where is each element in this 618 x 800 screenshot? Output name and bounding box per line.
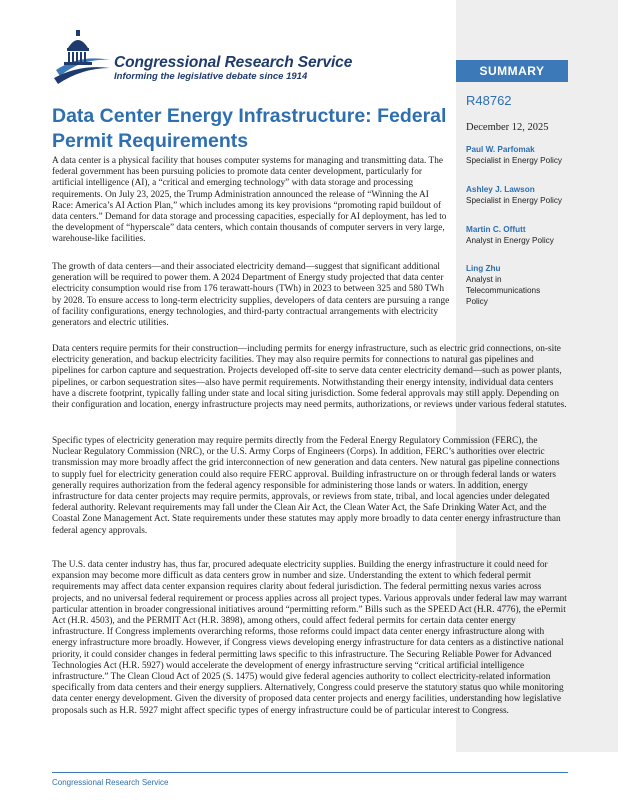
report-date: December 12, 2025 xyxy=(466,122,549,133)
org-tagline: Informing the legislative debate since 1914 xyxy=(114,71,308,82)
author-name: Ashley J. Lawson xyxy=(466,185,535,194)
footer-divider xyxy=(52,772,568,773)
author-name: Ling Zhu xyxy=(466,264,501,273)
author-block xyxy=(466,185,576,206)
capitol-dome-icon xyxy=(52,24,112,86)
body-paragraph: The U.S. data center industry has, thus far, procured adequate electricity supplies. Building the energy infrastructure it could need for expansion may become more difficult as data centers grow in number and size. Understanding the extent to which federal permit requirements may affect data center expansion requires clarity about federal jurisdiction. The federal permitting nexus varies across projects, and no universal federal requirement or process applies across all project types. Various approvals under federal law may warrant particular attention in broader congressional initiatives around “permitting reform.” Bills such as the SPEED Act (H.R. 4776), the ePermit Act (H.R. 4503), and the PERMIT Act (H.R. 3898), among others, could affect federal permits for certain data center energy infrastructure. If Congress implements overarching reforms, those reforms could impact data center energy infrastructure along with energy infrastructure more broadly. However, if Congress views developing energy infrastructure for data centers as a distinctive national priority, it could consider changes in federal permitting laws specific to this infrastructure. The Securing Reliable Power for Advanced Technologies Act (H.R. 5927) would accelerate the development of energy infrastructure serving “critical artificial intelligence infrastructure.” The Clean Cloud Act of 2025 (S. 1475) would give federal agencies authority to collect electricity-related information specifically from data centers and their energy suppliers. Alternatively, Congress could preserve the statutory status quo while monitoring data center energy development. Given the diversity of proposed data center projects and energy facilities, understanding how legislative proposals such as H.R. 5927 might affect specific types of energy infrastructure could be of particular interest to Congress. xyxy=(52,560,567,716)
author-title: Analyst in Telecommunications Policy xyxy=(466,275,541,306)
footer-org-name: Congressional Research Service xyxy=(52,778,169,787)
author-block xyxy=(466,145,576,166)
body-paragraph: The growth of data centers—and their associated electricity demand—suggest that significant additional generation will be required to power them. A 2024 Department of Energy study projected that data center electricity consumption would rise from 176 terawatt-hours (TWh) in 2023 to between 325 and 580 TWh by 2028. To ensure access to long-term electricity supplies, developers of data centers are pursuing a range of facility configurations, energy technologies, and third-party contractual arrangements with electricity generators and electric utilities. xyxy=(52,262,450,329)
author-title: Analyst in Energy Policy xyxy=(466,236,554,245)
author-name: Paul W. Parfomak xyxy=(466,145,535,154)
author-title: Specialist in Energy Policy xyxy=(466,156,563,165)
body-paragraph: Specific types of electricity generation may require permits directly from the Federal Energy Regulatory Commission (FERC), the Nuclear Regulatory Commission (NRC), or the U.S. Army Corps of Engineers (Corps). In addition, FERC’s authorities over electric transmission may more broadly affect the grid interconnection of new generation and data centers. New natural gas pipeline connections to supply fuel for electricity generation could also require FERC approval. Building infrastructure on or through federal lands or waters generally requires authorization from the federal agency responsible for administering those lands or waters. In addition, energy infrastructure for data center projects may require permits, approvals, or reviews from state, tribal, and local agencies under delegated federal authority. Relevant requirements may fall under the Clean Air Act, the Clean Water Act, the Safe Drinking Water Act, and the Coastal Zone Management Act. State requirements under these statutes may apply more broadly to data center energy infrastructure than federal agency approvals. xyxy=(52,436,561,536)
author-title: Specialist in Energy Policy xyxy=(466,196,563,205)
body-paragraph: A data center is a physical facility that houses computer systems for managing and transmitting data. The federal government has been pursuing policies to promote data center development, particularly for artificial intelligence (AI), a “critical and emerging technology” with data storage and processing requirements. On July 23, 2025, the Trump Administration announced the release of “Winning the AI Race: America’s AI Action Plan,” which includes among its key provisions “promoting rapid buildout of data centers.” Demand for data storage and processing capacities, especially for AI deployment, has led to the development of “hyperscale” data centers, which contain thousands of computer servers in very large, warehouse-like facilities. xyxy=(52,156,447,245)
crs-logo xyxy=(52,24,372,86)
org-name: Congressional Research Service xyxy=(114,54,353,71)
author-block xyxy=(466,225,576,246)
author-block xyxy=(466,264,558,307)
summary-label: SUMMARY xyxy=(456,60,568,82)
report-number: R48762 xyxy=(466,93,512,108)
document-title: Data Center Energy Infrastructure: Federal Permit Requirements xyxy=(52,105,447,152)
body-paragraph: Data centers require permits for their construction—including permits for energy infrastructure, such as electric grid connections, on-site electricity generation, and backup electricity facilities. They may also require permits for connections to natural gas pipelines and pipelines for carbon capture and sequestration. Projects developed off-site to serve data center electricity demand—such as power plants, pipelines, or carbon sequestration sites—also have permit requirements. Notwithstanding their energy intensity, individual data centers have a discrete footprint, typically falling under state and local siting jurisdiction. Some federal approvals may still apply. Depending on their configuration and location, energy infrastructure projects may need permits, authorizations, or reviews under various federal statutes. xyxy=(52,344,567,411)
author-name: Martin C. Offutt xyxy=(466,225,526,234)
